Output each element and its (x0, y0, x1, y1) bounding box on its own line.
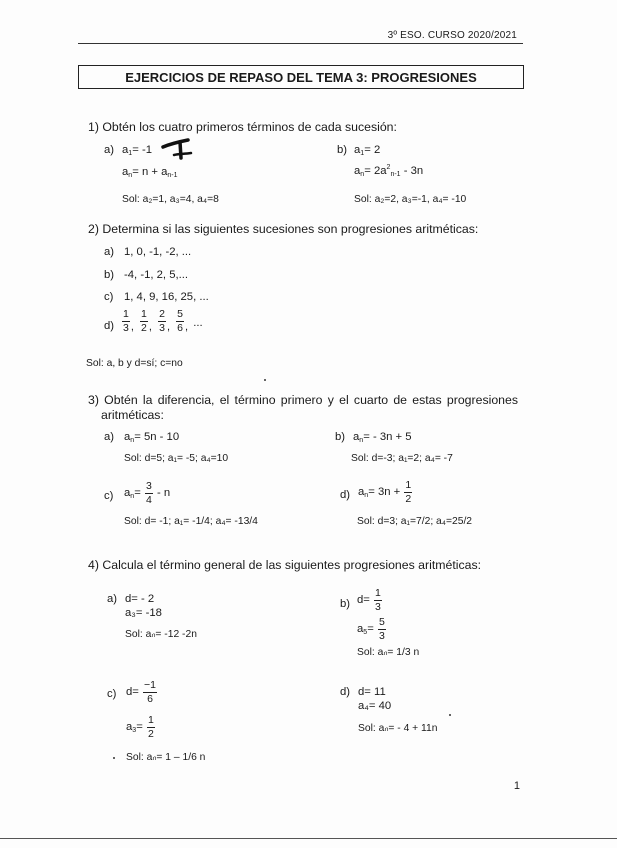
q4d-a4: a₄= 40 (358, 700, 392, 712)
page-number: 1 (513, 780, 520, 792)
q1b-first-term: $a_1= 2$ (354, 144, 381, 157)
fraction (140, 309, 148, 333)
q2-item-d-label: d) (104, 320, 115, 332)
q1b-rule: $a_n= 2a^2_{n-1} - 3n$ (354, 164, 424, 178)
q4b-label: b) (340, 598, 351, 610)
numerator: −1 (144, 679, 157, 691)
page-title (78, 65, 524, 89)
q4a-label: a) (107, 593, 118, 605)
q1-prompt: 1) Obtén los cuatro primeros términos de cada sucesión: (88, 120, 397, 134)
denominator: 6 (177, 321, 183, 334)
q2-item-c: 1, 4, 9, 16, 25, ... (124, 291, 209, 303)
handwritten-one-mark (160, 136, 194, 162)
fraction (176, 309, 184, 333)
q2-item-a: 1, 0, -1, -2, ... (124, 246, 192, 258)
scan-speck (264, 379, 266, 381)
q1a-rule-rhs: n + a (141, 166, 168, 178)
q1b-solution: Sol: a₂=2, a₃=-1, a₄= -10 (354, 194, 467, 205)
fraction (145, 481, 153, 505)
q1b-rule-rhs2: - 3n (400, 165, 424, 177)
denominator: 3 (159, 321, 165, 334)
fraction (378, 617, 386, 641)
denominator: 3 (375, 600, 381, 613)
fraction (158, 309, 166, 333)
denominator: 2 (405, 492, 412, 505)
q4c-a3: $a_3=$ $\frac{1}{2}$ (126, 714, 154, 740)
page-title-text: EJERCICIOS DE REPASO DEL TEMA 3: PROGRESIONES (125, 69, 477, 85)
q3-prompt-line1: 3) Obtén la diferencia, el término primero y el cuarto de estas progresiones (88, 393, 518, 407)
footer-rule (0, 838, 617, 839)
q3d-expression: $a_n= 3n$ + $\frac{1}{2}$ (358, 479, 412, 505)
q2-item-c-label: c) (104, 291, 114, 303)
q4a-solution: Sol: aₙ= -12 -2n (125, 629, 197, 640)
q3b-expr: = - 3n + 5 (363, 431, 412, 443)
q1a-first-term: $a_1= -1$ (122, 144, 152, 157)
numerator: 2 (159, 308, 165, 320)
course-header: 3º ESO. CURSO 2020/2021 (387, 30, 517, 41)
q1a-label: a) (104, 144, 115, 156)
q2-prompt: 2) Determina si las siguientes sucesiones son progresiones aritméticas: (88, 222, 479, 236)
denominator: 4 (145, 493, 152, 506)
fraction (143, 680, 157, 704)
q4c-label: c) (107, 688, 117, 700)
q1b-rule-rhs1: 2a (373, 165, 387, 177)
q3d-solution: Sol: d=3; a₁=7/2; a₄=25/2 (357, 516, 473, 527)
q4d-label: d) (340, 686, 351, 698)
numerator: 3 (145, 480, 152, 492)
q3a-solution: Sol: d=5; a₁= -5; a₄=10 (124, 453, 229, 464)
q3c-label: c) (104, 490, 114, 502)
fraction (147, 715, 155, 739)
q3d-label: d) (340, 489, 351, 501)
q2-solution: Sol: a, b y d=sí; c=no (86, 358, 183, 369)
q3c-tail: - n (156, 486, 171, 499)
numerator: 5 (378, 616, 385, 628)
scan-speck (449, 714, 451, 716)
q4b-solution: Sol: aₙ= 1/3 n (357, 647, 420, 658)
fraction (404, 480, 412, 504)
q4b-a5: $a_5=$ $\frac{5}{3}$ (357, 616, 385, 642)
numerator: 5 (177, 308, 183, 320)
q3c-solution: Sol: d= -1; a₁= -1/4; a₄= -13/4 (124, 516, 258, 527)
q4a-a3: a₃= -18 (125, 607, 162, 619)
q2-item-d: $\frac{1}{3}$ , $\frac{1}{2}$ , $\frac{2}{3}$ , $\frac{5}{6}$ , ... (123, 308, 203, 334)
scan-speck (113, 757, 115, 759)
q4d-d: d= 11 (358, 686, 386, 698)
q1a-rule: $a_n= n + a_{n-1}$ (122, 166, 178, 179)
q4-prompt: 4) Calcula el término general de las siguientes progresiones aritméticas: (88, 558, 482, 572)
q1b-label: b) (337, 144, 348, 156)
q3d-expr: = 3n + (368, 485, 401, 498)
header-rule (78, 43, 523, 44)
numerator: 1 (141, 308, 147, 320)
q1b-a1: 2 (373, 144, 381, 156)
q3-prompt-line2: aritméticas: (101, 408, 164, 422)
q3b-solution: Sol: d=-3; a₁=2; a₄= -7 (351, 453, 453, 464)
q3b-expression: $a_n= - 3n + 5$ (353, 431, 412, 444)
q4c-d: d= $\frac{-1}{6}$ (126, 679, 157, 705)
q2-item-b: -4, -1, 2, 5,... (124, 269, 189, 281)
q4b-d: d= $\frac{1}{3}$ (357, 587, 381, 613)
denominator: 3 (378, 629, 385, 642)
numerator: 1 (405, 479, 412, 491)
denominator: 3 (123, 321, 129, 334)
q1a-a1: -1 (141, 144, 152, 156)
q3b-label: b) (335, 431, 346, 443)
q2-item-a-label: a) (104, 246, 115, 258)
fraction (374, 588, 382, 612)
q3a-expression: $a_n= 5n - 10$ (124, 431, 180, 444)
q3a-expr: = 5n - 10 (134, 431, 180, 443)
q1a-solution: Sol: a₂=1, a₃=4, a₄=8 (122, 194, 219, 205)
numerator: 1 (147, 714, 154, 726)
q3a-label: a) (104, 431, 115, 443)
denominator: 6 (147, 692, 153, 705)
numerator: 1 (375, 587, 381, 599)
q4c-solution: Sol: aₙ= 1 – 1/6 n (126, 752, 206, 763)
q4d-solution: Sol: aₙ= - 4 + 11n (358, 723, 438, 734)
denominator: 2 (141, 321, 147, 334)
q3c-expression: $a_n=$ $\frac{3}{4}$ - n (124, 480, 171, 506)
q4a-d: d= - 2 (125, 593, 155, 605)
numerator: 1 (123, 308, 129, 320)
q2-item-b-label: b) (104, 269, 115, 281)
denominator: 2 (147, 727, 154, 740)
fraction (122, 309, 130, 333)
ellipsis: ... (193, 316, 203, 329)
